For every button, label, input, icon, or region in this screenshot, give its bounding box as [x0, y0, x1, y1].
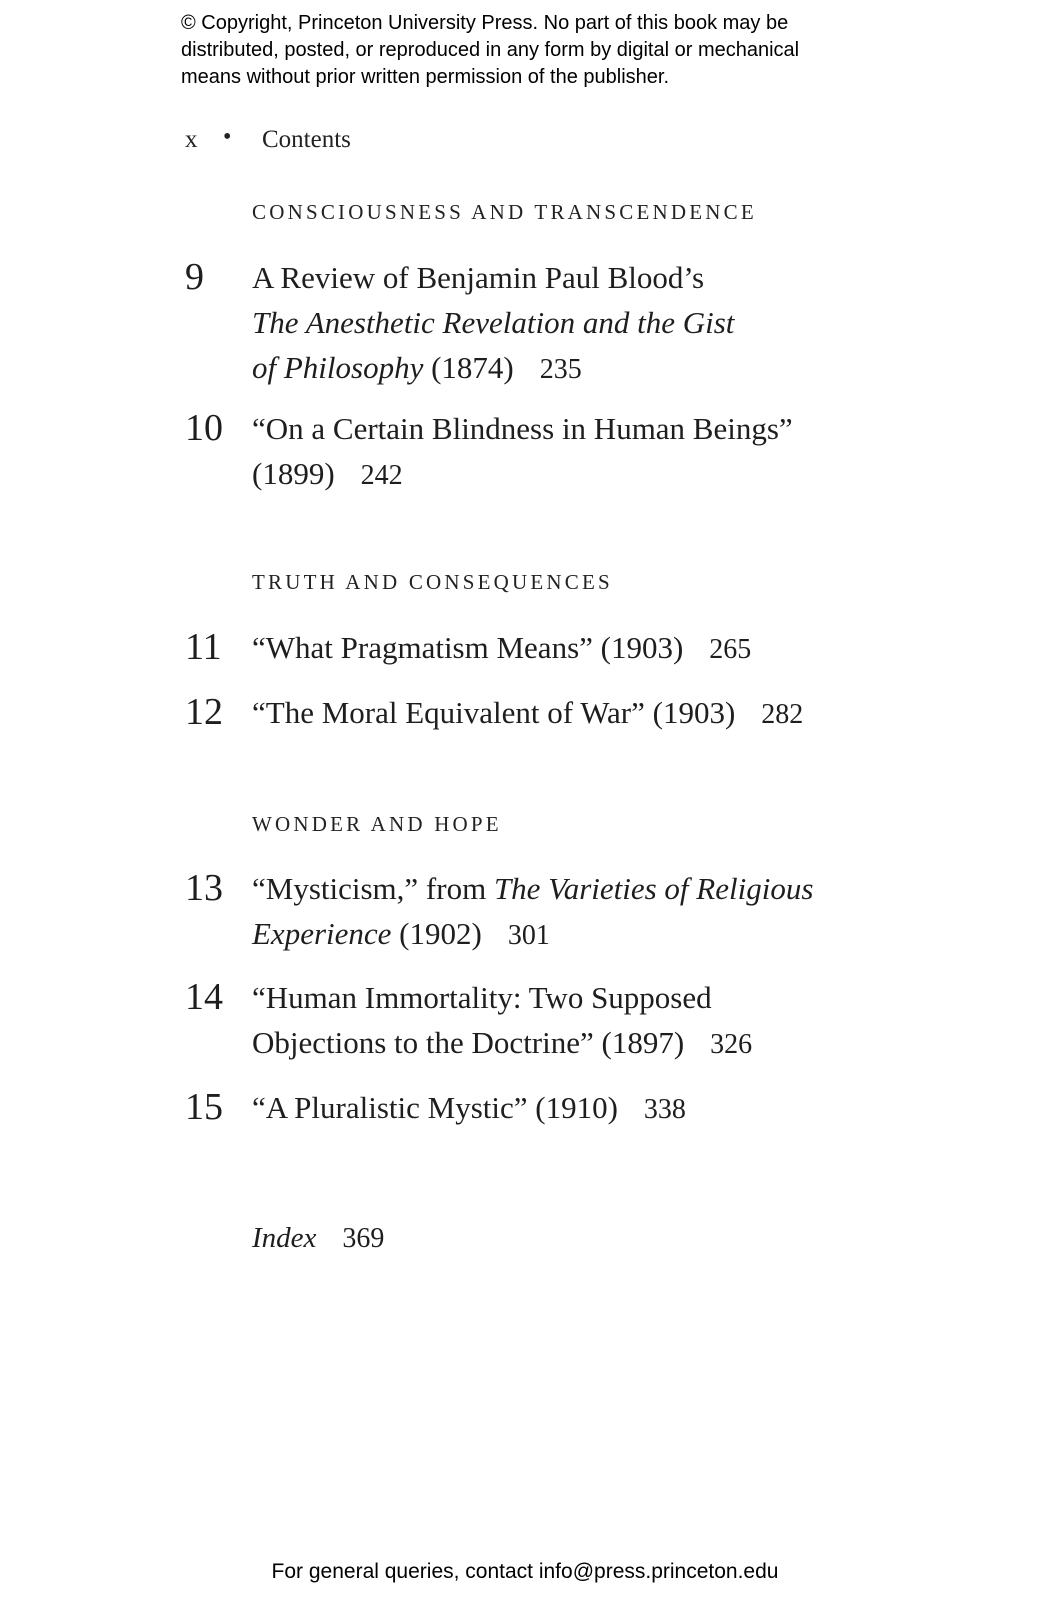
title-text: A Review of Benjamin Paul Blood’s: [252, 260, 705, 295]
copyright-notice: [181, 10, 901, 91]
title-text: (1874): [423, 350, 514, 385]
section-heading: TRUTH AND CONSEQUENCES: [252, 570, 613, 594]
page-number: 326: [710, 1029, 753, 1060]
copyright-line: © Copyright, Princeton University Press. No part of this book may be: [181, 12, 789, 34]
copyright-line: distributed, posted, or reproduced in any form by digital or mechanical: [181, 39, 800, 61]
title-text: “On a Certain Blindness in Human Beings”: [252, 411, 793, 446]
chapter-number: 12: [185, 691, 223, 733]
page-number: 301: [507, 920, 550, 951]
chapter-title: [252, 255, 892, 392]
title-text: “Human Immortality: Two Supposed: [252, 980, 712, 1015]
chapter-title: [252, 1085, 892, 1132]
title-italic: Experience: [252, 916, 392, 951]
chapter-number: 11: [185, 626, 222, 668]
title-text: Objections to the Doctrine” (1897): [252, 1025, 685, 1060]
chapter-title: [252, 625, 892, 672]
chapter-number: 13: [185, 867, 223, 909]
page-folio: x: [185, 126, 198, 153]
page-number: 235: [539, 354, 582, 385]
footer-contact: For general queries, contact info@press.princeton.edu: [271, 1560, 779, 1583]
title-italic: The Varieties of Religious: [493, 871, 814, 906]
page-number: 369: [342, 1223, 385, 1254]
chapter-number: 14: [185, 976, 223, 1018]
title-text: “The Moral Equivalent of War” (1903): [252, 695, 736, 730]
section-heading: CONSCIOUSNESS AND TRANSCENDENCE: [252, 200, 757, 224]
page-number: 242: [360, 460, 403, 491]
section-heading: WONDER AND HOPE: [252, 812, 502, 836]
chapter-title: [252, 975, 892, 1067]
title-text: “Mysticism,” from: [252, 871, 494, 906]
chapter-number: 9: [185, 256, 204, 298]
bullet-separator: •: [223, 124, 232, 150]
title-text: “What Pragmatism Means” (1903): [252, 630, 684, 665]
chapter-title: [252, 690, 892, 737]
title-text: “A Pluralistic Mystic” (1910): [252, 1090, 618, 1125]
page-number: 265: [709, 634, 752, 665]
title-text: (1902): [391, 916, 482, 951]
running-head-title: Contents: [262, 126, 351, 153]
index-label: Index: [252, 1222, 317, 1254]
chapter-number: 10: [185, 407, 223, 449]
title-italic: of Philosophy: [252, 350, 424, 385]
page-number: 338: [643, 1094, 686, 1125]
chapter-number: 15: [185, 1086, 223, 1128]
title-italic: The Anesthetic Revelation and the Gist: [252, 305, 735, 340]
chapter-title: [252, 866, 892, 958]
copyright-line: means without prior written permission of the publisher.: [181, 66, 670, 88]
title-text: (1899): [252, 456, 335, 491]
chapter-title: [252, 406, 892, 498]
toc-index-entry[interactable]: [252, 1222, 384, 1255]
page-number: 282: [761, 699, 804, 730]
